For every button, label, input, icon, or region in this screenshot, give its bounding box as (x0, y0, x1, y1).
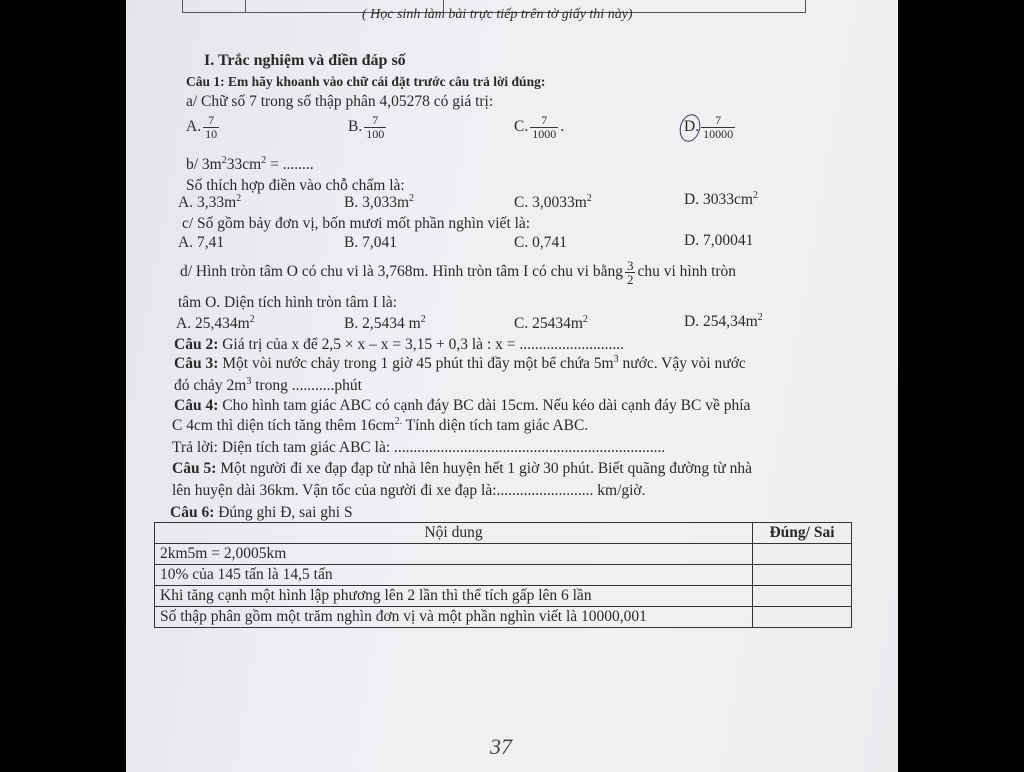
q1c-option-d: D. 7,00041 (684, 232, 754, 249)
row-statement: Khi tăng cạnh một hình lập phương lên 2 lần thì thể tích gấp lên 6 lần (155, 586, 753, 607)
q1b-option-a: A. $3,33m^2$ (178, 192, 242, 211)
q1c-question: c/ Số gồm bảy đơn vị, bốn mươi mốt phần nghìn viết là: (182, 215, 531, 232)
row-statement: 10% của 145 tấn là 14,5 tấn (155, 565, 753, 586)
exam-paper (126, 0, 898, 772)
q4-answer-line: Trả lời: Diện tích tam giác ABC là: ...................................................................... (172, 439, 666, 456)
q3-line1: Câu 3: Một vòi nước chảy trong 1 giờ 45 phút thì đầy một bể chứa $5m^3$ nước. Vậy vòi nước (174, 353, 746, 372)
q1b-instruction: Số thích hợp điền vào chỗ chấm là: (186, 177, 405, 194)
q1b-option-d: D. $3033cm^2$ (684, 189, 758, 208)
q1a-option-c: C. $\frac{7}{1000}$ . (514, 113, 565, 141)
table-row (155, 565, 852, 586)
q1d-option-a: A. $25,434m^2$ (176, 313, 255, 332)
q1d-option-c: C. $25434m^2$ (514, 313, 588, 332)
answer-cell[interactable] (753, 565, 852, 586)
q1b-option-b: B. $3,033m^2$ (344, 192, 415, 211)
q1c-option-b: B. 7,041 (344, 234, 397, 251)
q3-line2: đó chảy $2m^3$ trong ...........phút (174, 375, 362, 394)
q1d-option-d: D. $254,34m^2$ (684, 311, 763, 330)
q1d-option-b: B. 2,5434 $m^2$ (344, 313, 426, 332)
answer-cell[interactable] (753, 586, 852, 607)
q1a-option-d: D. $\frac{7}{10000}$ (684, 113, 734, 141)
row-statement: Số thập phân gồm một trăm nghìn đơn vị và một phần nghìn viết là 10000,001 (155, 607, 753, 628)
q1-heading: Câu 1: Em hãy khoanh vào chữ cái đặt trước câu trả lời đúng: (186, 74, 546, 89)
q1a-option-a: A. $\frac{7}{10}$ (186, 113, 218, 141)
header-true-false: Đúng/ Sai (753, 523, 852, 544)
q1b-question: b/ $3m^233cm^2$ = ........ (186, 154, 314, 173)
answer-cell[interactable] (753, 607, 852, 628)
q1b-option-c: C. $3,0033m^2$ (514, 192, 592, 211)
q1d-question-line2: tâm O. Diện tích hình tròn tâm I là: (178, 294, 398, 311)
section-title: I. Trắc nghiệm và điền đáp số (204, 52, 406, 69)
q4-line1: Câu 4: Cho hình tam giác ABC có cạnh đáy BC dài 15cm. Nếu kéo dài cạnh đáy BC về phía (174, 397, 751, 414)
table-row (155, 607, 852, 628)
q5-line1: Câu 5: Một người đi xe đạp đạp từ nhà lên huyện hết 1 giờ 30 phút. Biết quãng đường từ nhà (172, 460, 752, 477)
table-row (155, 544, 852, 565)
q1c-option-a: A. 7,41 (178, 234, 225, 251)
q4-line2: C 4cm thì diện tích tăng thêm $16cm^{2.}$ Tính diện tích tam giác ABC. (172, 415, 589, 434)
q6-heading: Câu 6: Đúng ghi Đ, sai ghi S (170, 504, 353, 521)
q5-line2: lên huyện dài 36km. Vận tốc của người đi xe đạp là:......................... km/giờ. (172, 482, 646, 499)
header-note: ( Học sinh làm bài trực tiếp trên tờ giấy thi này) (362, 7, 633, 22)
q1c-option-c: C. 0,741 (514, 234, 567, 251)
q2: Câu 2: Giá trị của x để 2,5 × x – x = 3,15 + 0,3 là : x = ........................... (174, 336, 624, 353)
q1a-option-b: B. $\frac{7}{100}$ (348, 113, 385, 141)
table-header-row (155, 523, 852, 544)
q1a-question: a/ Chữ số 7 trong số thập phân 4,05278 có giá trị: (186, 93, 494, 110)
answer-cell[interactable] (753, 544, 852, 565)
table-row (155, 586, 852, 607)
q1d-question: d/ Hình tròn tâm O có chu vi là 3,768m. Hình tròn tâm I có chu vi bằng $\frac{3}{2}$ chu vi hình tròn (180, 258, 737, 287)
true-false-table (154, 522, 852, 628)
row-statement: 2km5m = 2,0005km (155, 544, 753, 565)
header-content: Nội dung (155, 523, 753, 544)
page-number: 37 (490, 734, 512, 759)
